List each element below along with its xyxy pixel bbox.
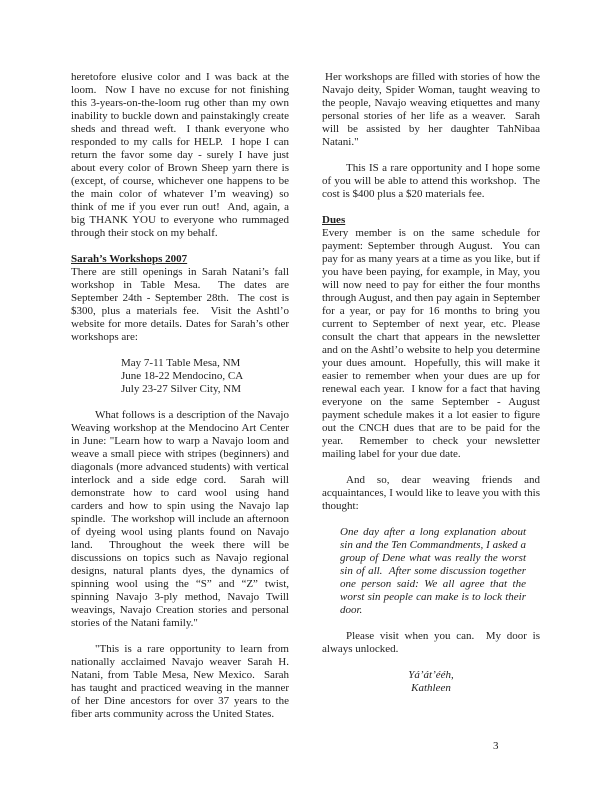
two-column-layout (71, 71, 543, 734)
workshop-date-june: June 18-22 Mendocino, CA (121, 370, 244, 382)
workshop-date-july: July 23-27 Silver City, NM (121, 383, 241, 395)
paragraph-closing: And so, dear weaving friends and acquaintances, I would like to leave you with this thought: (322, 474, 543, 512)
page-number: 3 (493, 740, 499, 752)
paragraph-rare-opportunity: This IS a rare opportunity and I hope some of you will be able to attend this workshop. The cost is $400 plus a $20 materials fee. (322, 162, 543, 200)
signature-name: Kathleen (411, 682, 451, 694)
left-column (71, 71, 292, 734)
paragraph-continuation: heretofore elusive color and I was back at the loom. Now I have no excuse for not finishing this 3-years-on-the-loom rug other than my own inability to buckle down and painstakingly create sheds and thread weft. I thank everyone who responded to my calls for HELP. I hope I can return the favor some day - surely I have just about every color of Brown Sheep yarn there is (except, of course, whichever one happens to be the main color of whatever I’m weaving) so think of me if you ever run out! And, again, a big THANK YOU to everyone who rummaged through their stock on my behalf. (71, 71, 292, 239)
paragraph-opportunity: "This is a rare opportunity to learn from nationally acclaimed Navajo weaver Sarah H. Natani, from Table Mesa, New Mexico. Sarah has taught and practiced weaving in the manner of her Dine ancestors for over 37 years to the fiber arts community across the United States. (71, 643, 292, 720)
paragraph-her-workshops: Her workshops are filled with stories of how the Navajo deity, Spider Woman, taught weaving to the people, Navajo weaving etiquettes and many personal stories of her life as a weaver. Sarah will be assisted by her daughter TahNibaa Natani." (322, 71, 543, 148)
signature-greeting: Yá’át’ééh, (408, 669, 454, 681)
paragraph-visit: Please visit when you can. My door is always unlocked. (322, 630, 543, 655)
workshop-dates-list (71, 357, 289, 396)
dues-heading: Dues (322, 214, 346, 226)
workshops-heading: Sarah’s Workshops 2007 (71, 253, 188, 265)
paragraph-dues: Every member is on the same schedule for payment: September through August. You can pay for as many years at a time as you like, but if you have been paying, for example, in May, you will now need to pay for either the four months through August, and then pay again in September for a year, or pay for 16 months to bring you current to September of next year, etc. Please consult the chart that appears in the newsletter and on the Ashtl’o website to help you determine your dues amount. Hopefully, this will make it easier to remember when your dues are up for renewal each year. I know for a fact that having everyone on the same September - August payment schedule makes it a lot easier to figure out the CNCH dues that are to be paid for the year. Remember to check your newsletter mailing label for your due date. (322, 227, 543, 460)
workshop-date-may: May 7-11 Table Mesa, NM (121, 357, 241, 369)
paragraph-description: What follows is a description of the Navajo Weaving workshop at the Mendocino Art Center in June: "Learn how to warp a Navajo loom and weave a small piece with stripes (beginners) and diagonals (more advanced students) with vertical interlock and a side edge cord. Sarah will demonstrate how to card wool using hand carders and how to spin using the Navajo lap spindle. The workshop will include an afternoon of dyeing wool using plants found on Navajo land. Throughout the week there will be discussions on topics such as Navajo regional designs, natural plants dyes, the dynamics of spinning wool using the “S” and “Z” twist, spinning Navajo 3-ply method, Navajo Twill weavings, Navajo Creation stories and personal stories of the Natani family." (71, 409, 292, 629)
quote-block: One day after a long explanation about sin and the Ten Commandments, I asked a group of Dene what was really the worst sin of all. After some discussion together one person said: We all agree that the worst sin people can make is to lock their door. (340, 526, 529, 616)
paragraph-workshops: There are still openings in Sarah Natani’s fall workshop in Table Mesa. The dates are September 24th - September 28th. The cost is $300, plus a materials fee. Visit the Ashtl’o website for more details. Dates for Sarah’s other workshops are: (71, 266, 292, 343)
signature-block (322, 669, 540, 695)
right-column (322, 71, 543, 734)
